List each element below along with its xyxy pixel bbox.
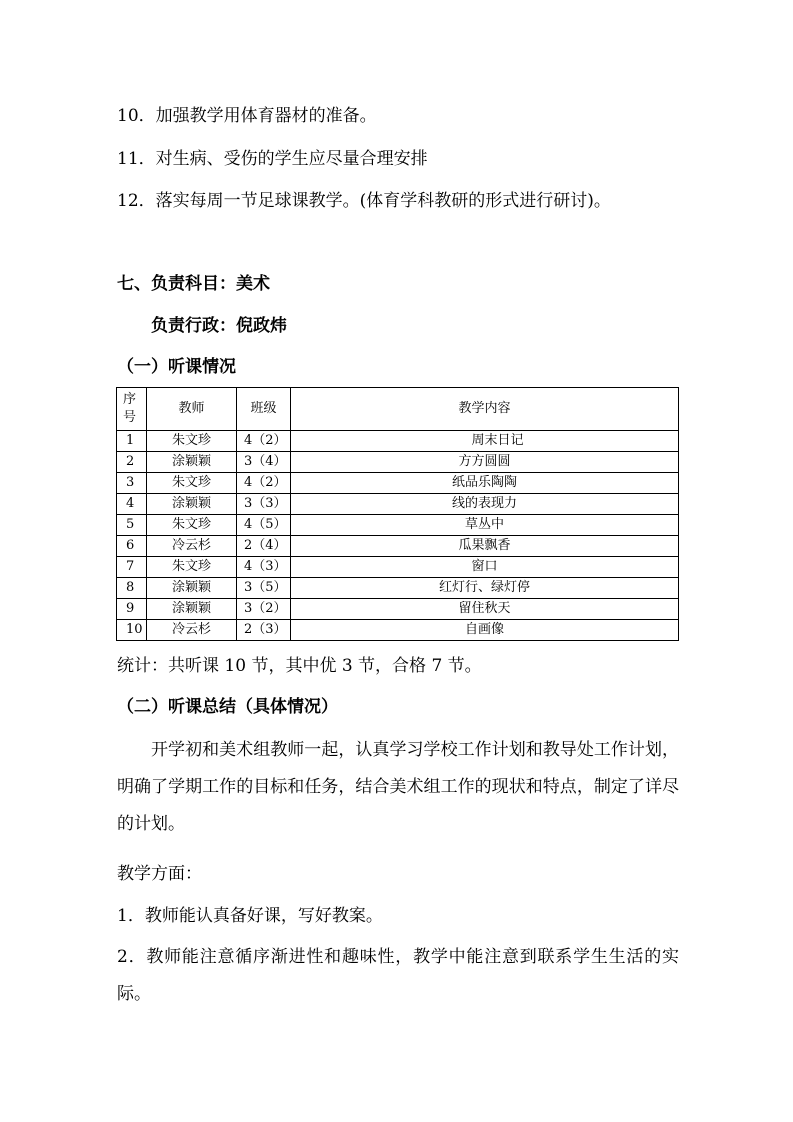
- teaching-label: 教学方面：: [117, 864, 202, 884]
- listening-table: [116, 387, 679, 641]
- cell-teacher: 朱文珍: [147, 431, 237, 452]
- cell-seq: 2: [117, 452, 147, 473]
- table-header-row: [117, 388, 679, 431]
- header-content: 教学内容: [291, 388, 679, 431]
- cell-teacher: 朱文珍: [147, 557, 237, 578]
- cell-teacher: 朱文珍: [147, 473, 237, 494]
- cell-class: 3（3）: [237, 494, 291, 515]
- cell-content: 留住秋天: [291, 599, 679, 620]
- cell-class: 4（2）: [237, 473, 291, 494]
- statistics-line: 统计：共听课 10 节，其中优 3 节，合格 7 节。: [117, 656, 482, 676]
- teaching-item-1: 1．教师能认真备好课，写好教案。: [117, 906, 383, 926]
- cell-content: 方方圆圆: [291, 452, 679, 473]
- cell-teacher: 涂颖颖: [147, 578, 237, 599]
- cell-class: 2（4）: [237, 536, 291, 557]
- cell-content: 自画像: [291, 620, 679, 641]
- table-row: [117, 473, 679, 494]
- cell-class: 4（5）: [237, 515, 291, 536]
- cell-seq: 6: [117, 536, 147, 557]
- cell-class: 4（2）: [237, 431, 291, 452]
- cell-content: 周末日记: [291, 431, 679, 452]
- cell-class: 4（3）: [237, 557, 291, 578]
- section-heading: 七、负责科目：美术: [117, 274, 270, 294]
- cell-teacher: 涂颖颖: [147, 494, 237, 515]
- table-row: [117, 431, 679, 452]
- table-row: [117, 452, 679, 473]
- cell-content: 线的表现力: [291, 494, 679, 515]
- cell-seq: 5: [117, 515, 147, 536]
- cell-content: 红灯行、绿灯停: [291, 578, 679, 599]
- header-seq-label: 序号: [123, 392, 137, 425]
- cell-teacher: 冷云杉: [147, 620, 237, 641]
- cell-teacher: 涂颖颖: [147, 452, 237, 473]
- sub-heading-listening: （一）听课情况: [117, 357, 236, 377]
- item-10: 10．加强教学用体育器材的准备。: [117, 106, 377, 126]
- cell-seq: 7: [117, 557, 147, 578]
- header-class: 班级: [237, 388, 291, 431]
- responsible-admin: 负责行政：倪政炜: [151, 316, 287, 336]
- cell-seq: 4: [117, 494, 147, 515]
- cell-seq: 8: [117, 578, 147, 599]
- cell-teacher: 朱文珍: [147, 515, 237, 536]
- table-row: [117, 557, 679, 578]
- table-row: [117, 515, 679, 536]
- cell-seq: 9: [117, 599, 147, 620]
- cell-content: 草丛中: [291, 515, 679, 536]
- cell-class: 2（3）: [237, 620, 291, 641]
- cell-class: 3（5）: [237, 578, 291, 599]
- item-11: 11．对生病、受伤的学生应尽量合理安排: [117, 149, 428, 169]
- table-row: [117, 536, 679, 557]
- table-row: [117, 494, 679, 515]
- cell-content: 瓜果飘香: [291, 536, 679, 557]
- cell-content: 窗口: [291, 557, 679, 578]
- summary-paragraph: 开学初和美术组教师一起，认真学习学校工作计划和教导处工作计划，明确了学期工作的目标和任务，结合美术组工作的现状和特点，制定了详尽的计划。: [117, 740, 679, 834]
- cell-seq: 1: [117, 431, 147, 452]
- cell-teacher: 涂颖颖: [147, 599, 237, 620]
- item-12: 12．落实每周一节足球课教学。(体育学科教研的形式进行研讨)。: [117, 191, 611, 211]
- cell-seq: 3: [117, 473, 147, 494]
- table-row: [117, 578, 679, 599]
- cell-content: 纸品乐陶陶: [291, 473, 679, 494]
- header-teacher: 教师: [147, 388, 237, 431]
- cell-class: 3（2）: [237, 599, 291, 620]
- table-row: [117, 620, 679, 641]
- teaching-item-2: 2．教师能注意循序渐进性和趣味性，教学中能注意到联系学生生活的实际。: [117, 947, 679, 1004]
- table-row: [117, 599, 679, 620]
- cell-teacher: 冷云杉: [147, 536, 237, 557]
- cell-seq: 10: [117, 620, 147, 641]
- cell-class: 3（4）: [237, 452, 291, 473]
- sub-heading-summary: （二）听课总结（具体情况）: [117, 697, 338, 717]
- header-seq: [117, 388, 147, 431]
